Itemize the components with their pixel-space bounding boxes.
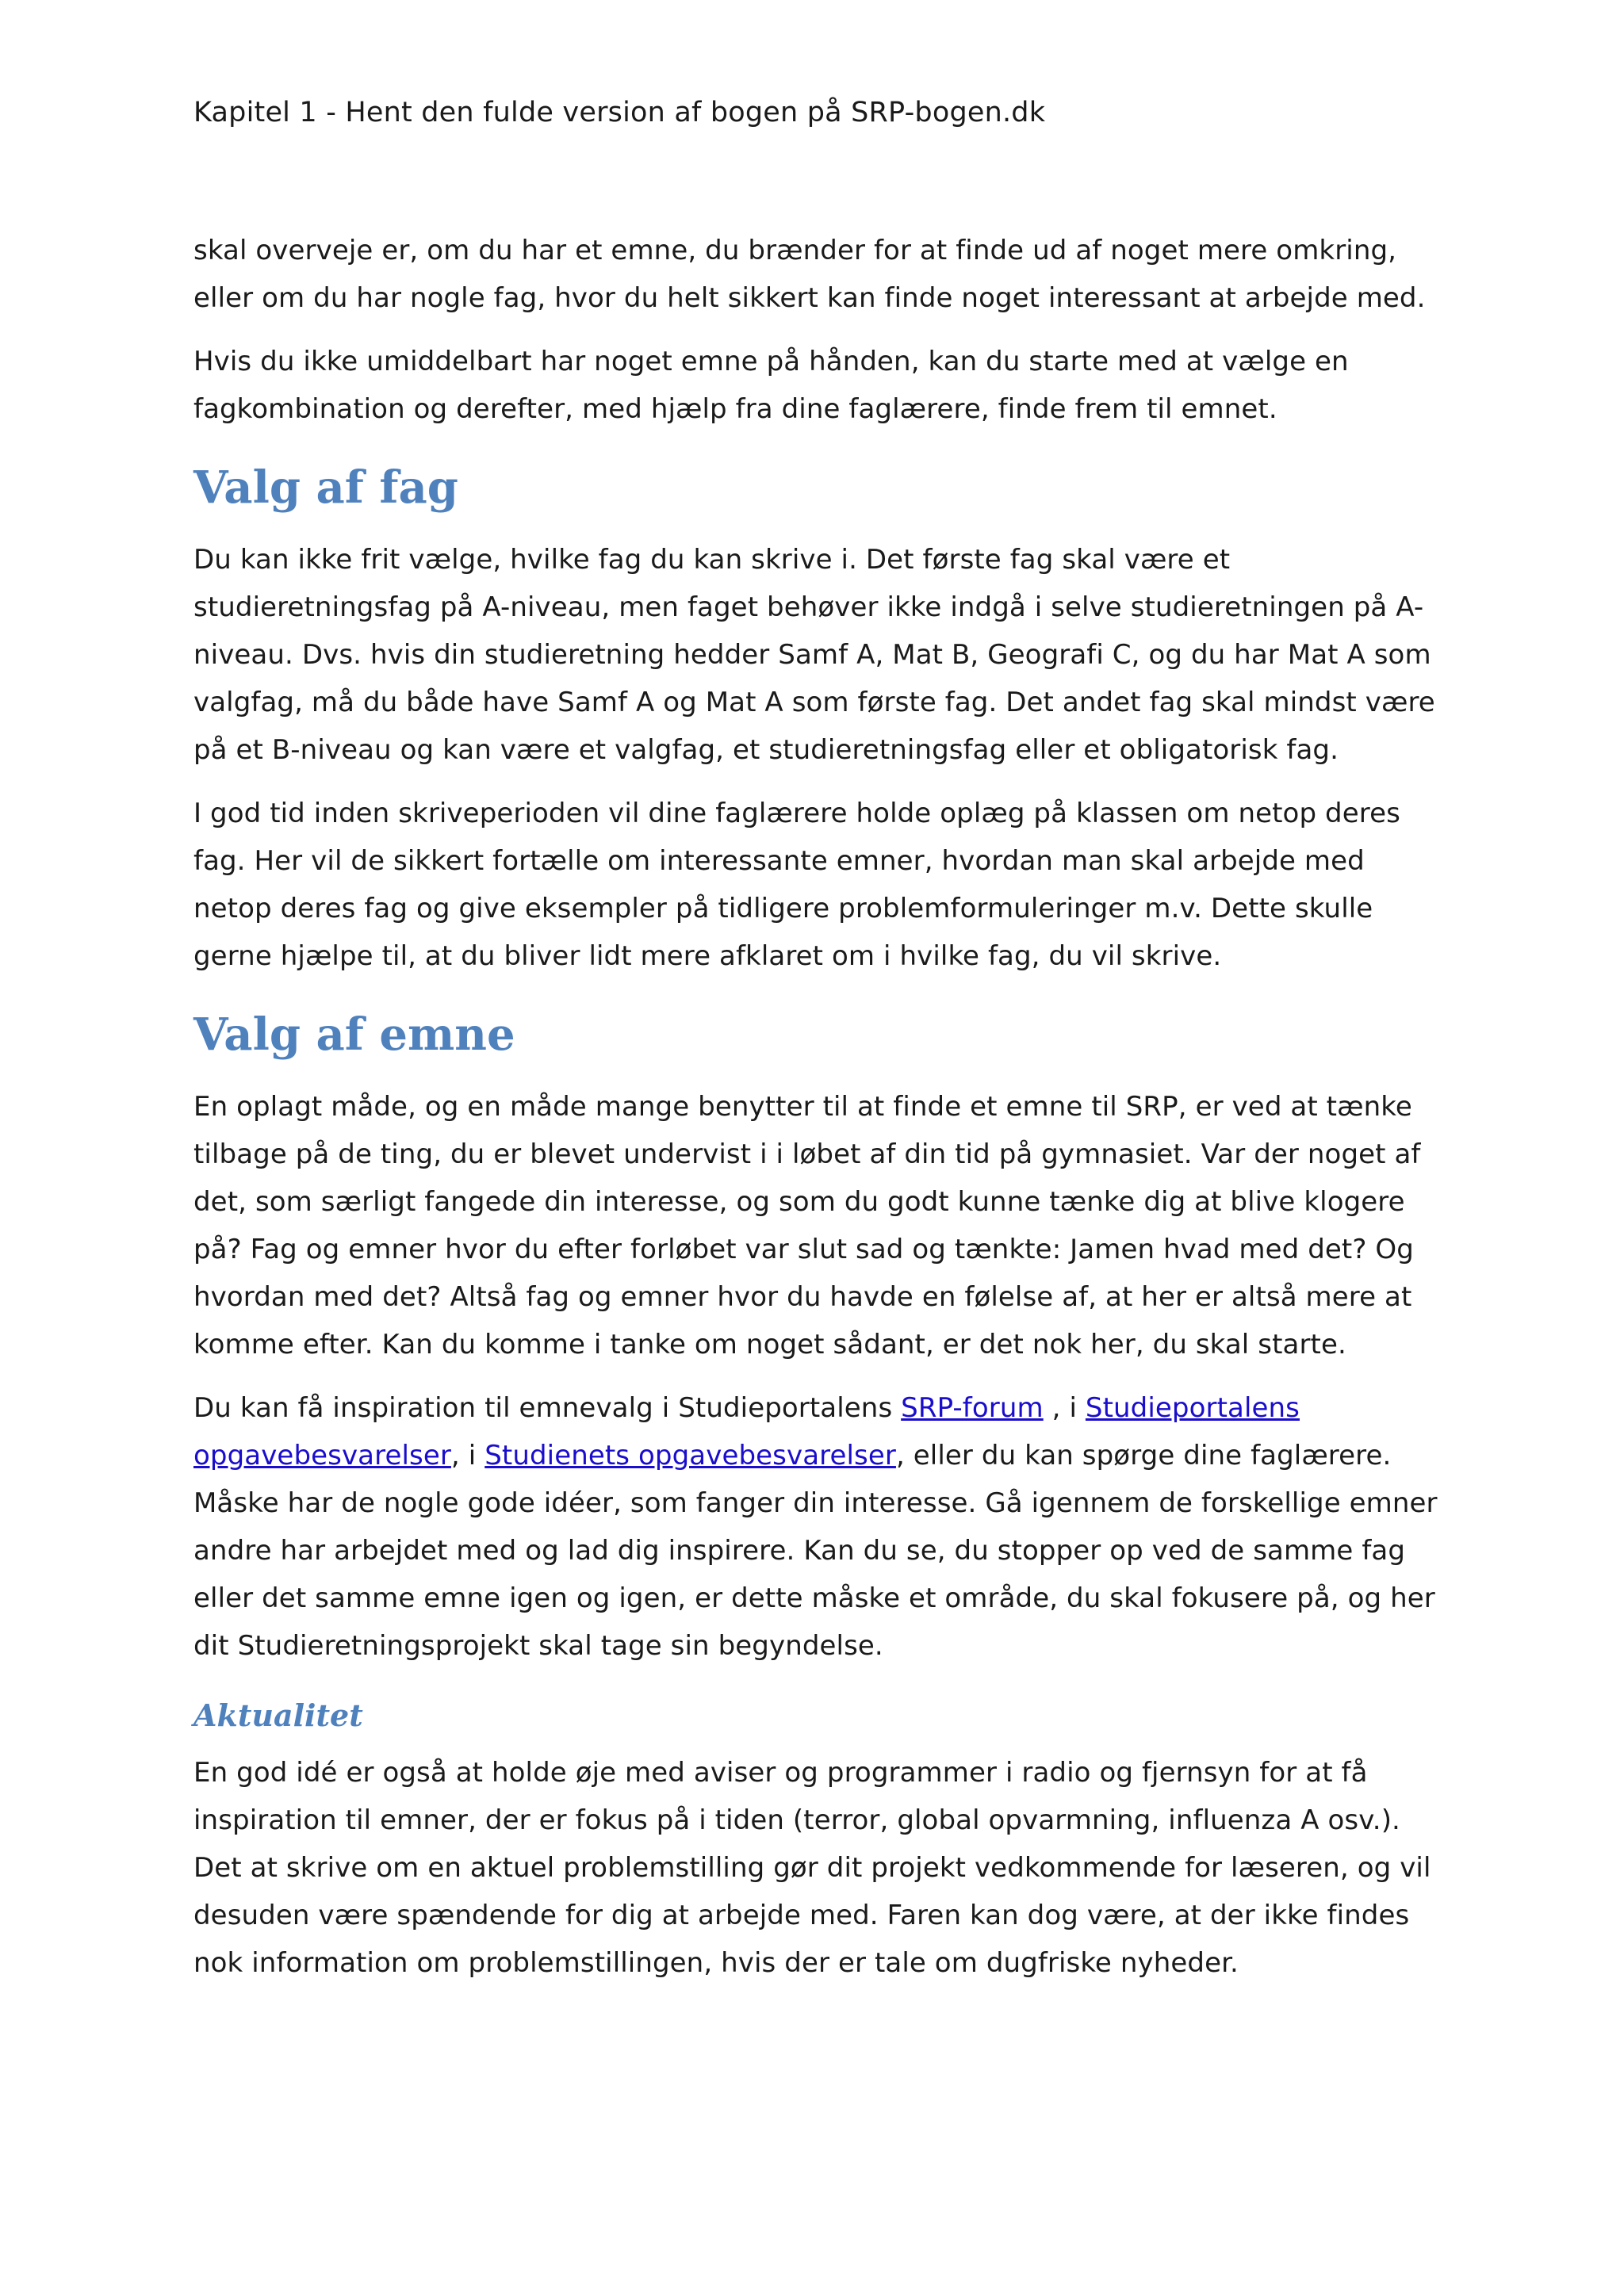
heading-valg-af-fag: Valg af fag bbox=[193, 461, 458, 514]
emne-p2-text-mid2: , i bbox=[450, 1440, 485, 1471]
link-studieportalens-opgavebesvarelser[interactable]: Studieportalens opgavebesvarelser bbox=[193, 1392, 1300, 1471]
heading-valg-af-emne: Valg af emne bbox=[193, 1008, 515, 1061]
document-body bbox=[193, 227, 1446, 2003]
link-studienets-opgavebesvarelser[interactable]: Studienets opgavebesvarelser bbox=[485, 1440, 896, 1471]
intro-paragraph-2: Hvis du ikke umiddelbart har noget emne på hånden, kan du starte med at vælge en fagkombination og derefter, med hjælp fra dine faglærere, finde frem til emnet. bbox=[193, 346, 1349, 425]
heading-aktualitet: Aktualitet bbox=[193, 1697, 363, 1733]
emne-p2-text-end: , eller du kan spørge dine faglærere. Måske har de nogle gode idéer, som fanger din interesse. Gå igennem de forskellige emner andre har arbejdet med og lad dig inspirere. Kan du se, du stopper op ved de samme fag eller det samme emne igen og igen, er dette måske et område, du skal fokusere på, og her dit Studieretningsprojekt skal tage sin begyndelse. bbox=[193, 1440, 1438, 1662]
running-header: Kapitel 1 - Hent den fulde version af bogen på SRP-bogen.dk bbox=[193, 97, 1046, 128]
fag-paragraph-1: Du kan ikke frit vælge, hvilke fag du kan skrive i. Det første fag skal være et studieretningsfag på A-niveau, men faget behøver ikke indgå i selve studieretningen på A-niveau. Dvs. hvis din studieretning hedder Samf A, Mat B, Geografi C, og du har Mat A som valgfag, må du både have Samf A og Mat A som første fag. Det andet fag skal mindst være på et B-niveau og kan være et valgfag, et studieretningsfag eller et obligatorisk fag. bbox=[193, 544, 1435, 766]
link-srp-forum[interactable]: SRP-forum bbox=[901, 1392, 1044, 1424]
fag-paragraph-2: I god tid inden skriveperioden vil dine faglærere holde oplæg på klassen om netop deres fag. Her vil de sikkert fortælle om interessante emner, hvordan man skal arbejde med netop deres fag og give eksempler på tidligere problemformuleringer m.v. Dette skulle gerne hjælpe til, at du bliver lidt mere afklaret om i hvilke fag, du vil skrive. bbox=[193, 798, 1400, 972]
aktualitet-paragraph-1: En god idé er også at holde øje med aviser og programmer i radio og fjernsyn for at få inspiration til emner, der er fokus på i tiden (terror, global opvarmning, influenza A osv.). Det at skrive om en aktuel problemstilling gør dit projekt vedkommende for læseren, og vil desuden være spændende for dig at arbejde med. Faren kan dog være, at der ikke findes nok information om problemstillingen, hvis der er tale om dugfriske nyheder. bbox=[193, 1757, 1431, 1979]
intro-paragraph-1: skal overveje er, om du har et emne, du brænder for at finde ud af noget mere omkring, eller om du har nogle fag, hvor du helt sikkert kan finde noget interessant at arbejde med. bbox=[193, 235, 1426, 314]
emne-p2-text-mid1: , i bbox=[1043, 1392, 1086, 1424]
emne-p2-text-start: Du kan få inspiration til emnevalg i Studieportalens bbox=[193, 1392, 902, 1424]
emne-paragraph-1: En oplagt måde, og en måde mange benytter til at finde et emne til SRP, er ved at tænke tilbage på de ting, du er blevet undervist i i løbet af din tid på gymnasiet. Var der noget af det, som særligt fangede din interesse, og som du godt kunne tænke dig at blive klogere på? Fag og emner hvor du efter forløbet var slut sad og tænkte: Jamen hvad med det? Og hvordan med det? Altså fag og emner hvor du havde en følelse af, at her er altså mere at komme efter. Kan du komme i tanke om noget sådant, er det nok her, du skal starte. bbox=[193, 1091, 1421, 1360]
emne-paragraph-2 bbox=[193, 1384, 1446, 1670]
